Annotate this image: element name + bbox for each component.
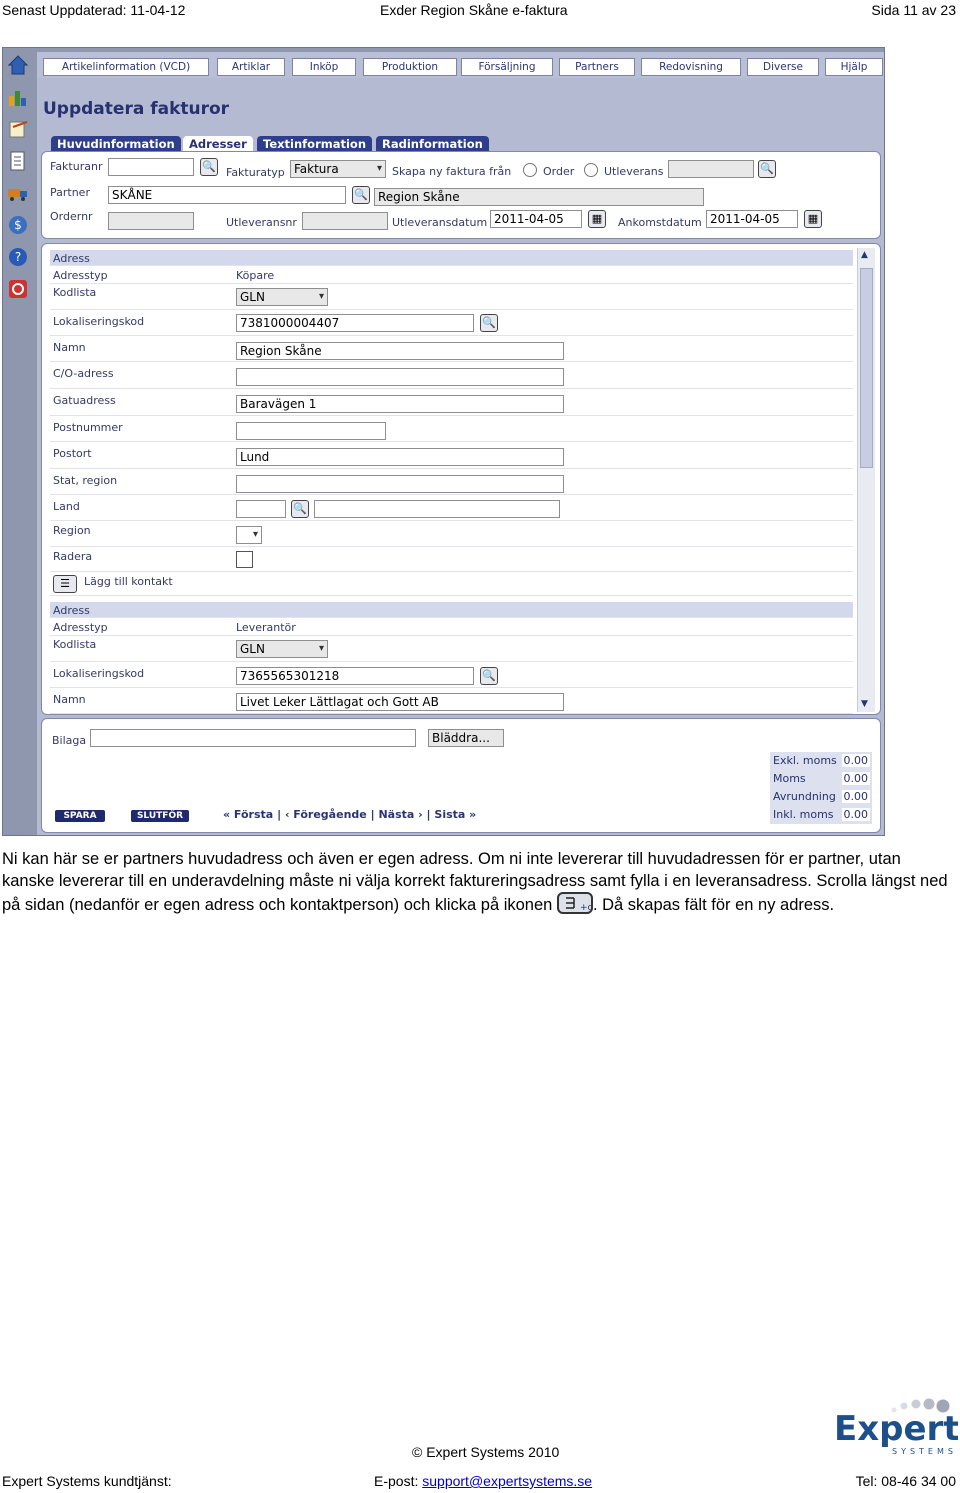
main-menu xyxy=(37,52,885,78)
footer-phone: Tel: 08-46 34 00 xyxy=(855,1473,956,1489)
namn-field[interactable]: Region Skåne xyxy=(236,342,564,360)
order-label: Order xyxy=(543,165,575,178)
namn-row: Namn Region Skåne xyxy=(50,336,853,362)
page-header-title: Exder Region Skåne e-faktura xyxy=(380,2,568,18)
pager-last[interactable]: Sista » xyxy=(434,808,477,821)
fakturatyp-label: Fakturatyp xyxy=(226,166,285,179)
gatuadress-row: Gatuadress Baravägen 1 xyxy=(50,389,853,416)
fakturanr-label: Fakturanr xyxy=(50,160,103,173)
menu-diverse[interactable]: Diverse xyxy=(747,58,819,76)
totals-box xyxy=(770,752,872,824)
scroll-down-icon[interactable]: ▼ xyxy=(861,699,868,709)
bilaga-label: Bilaga xyxy=(52,734,87,747)
power-icon[interactable] xyxy=(7,278,29,300)
search-icon[interactable]: 🔍 xyxy=(480,667,498,685)
tab-adresser[interactable]: Adresser xyxy=(183,136,253,152)
adresstyp-row: Adresstyp Köpare xyxy=(50,266,853,284)
lokaliseringskod-row: Lokaliseringskod 7365565301218 🔍 xyxy=(50,662,853,688)
logo-sub: SYSTEMS xyxy=(892,1447,957,1456)
partner-field[interactable]: SKÅNE xyxy=(108,186,346,204)
instruction-paragraph: Ni kan här se er partners huvudadress och även er egen adress. Om ni inte levererar till huvudadressen för er partner, utan kanske levererar till en underavdelning måste ni välja korrekt faktureringsadress samt fylla i en leveransadress. Scrolla längst ned på sidan (nedanför er egen adress och kontaktperson) och klicka på ikonen +c . Då skapas fält för en ny adress. xyxy=(2,850,948,914)
partner-name-field: Region Skåne xyxy=(374,188,704,206)
postort-row: Postort Lund xyxy=(50,442,853,469)
order-radio[interactable] xyxy=(523,163,537,177)
total-moms: Moms 0.00 xyxy=(773,772,868,785)
skapa-label: Skapa ny faktura från xyxy=(392,165,512,178)
document-icon[interactable] xyxy=(7,150,29,172)
namn-row: Namn Livet Leker Lättlagat och Gott AB xyxy=(50,688,853,714)
browse-button[interactable]: Bläddra... xyxy=(428,729,504,747)
page-header-page-number: Sida 11 av 23 xyxy=(871,2,956,18)
stat-region-field[interactable] xyxy=(236,475,564,493)
postort-field[interactable]: Lund xyxy=(236,448,564,466)
total-avrundning: Avrundning 0.00 xyxy=(773,790,868,803)
address-section-header: Adress xyxy=(50,602,853,618)
menu-redovisning[interactable]: Redovisning xyxy=(641,58,741,76)
menu-forsaljning[interactable]: Försäljning xyxy=(461,58,553,76)
logo-word: Expert xyxy=(834,1409,958,1449)
page-header-date: Senast Uppdaterad: 11-04-12 xyxy=(2,2,186,18)
menu-produktion[interactable]: Produktion xyxy=(363,58,457,76)
land-name-field xyxy=(314,500,560,518)
adresstyp-value: Leverantör xyxy=(236,621,296,634)
search-icon[interactable]: 🔍 xyxy=(352,186,370,204)
menu-artiklar[interactable]: Artiklar xyxy=(217,58,285,76)
tab-textinformation[interactable]: Textinformation xyxy=(257,136,372,152)
lokaliseringskod-field[interactable]: 7381000004407 xyxy=(236,314,474,332)
home-icon[interactable] xyxy=(7,54,29,76)
address-panel xyxy=(41,243,881,715)
tab-huvudinformation[interactable]: Huvudinformation xyxy=(51,136,181,152)
scroll-thumb[interactable] xyxy=(860,268,873,468)
menu-partners[interactable]: Partners xyxy=(559,58,635,76)
kodlista-row: Kodlista GLN ▾ xyxy=(50,636,853,662)
footer-email: E-post: support@expertsystems.se xyxy=(374,1473,593,1489)
utleveransnr-label: Utleveransnr xyxy=(226,216,297,229)
copyright: © Expert Systems 2010 xyxy=(412,1444,560,1460)
search-icon[interactable]: 🔍 xyxy=(291,500,309,518)
ordernr-label: Ordernr xyxy=(50,210,93,223)
pager-previous[interactable]: ‹ Föregående xyxy=(284,808,367,821)
calendar-icon[interactable]: ▦ xyxy=(804,210,822,228)
save-button[interactable]: SPARA xyxy=(55,810,105,822)
truck-icon[interactable] xyxy=(7,182,29,204)
utleverans-radio[interactable] xyxy=(584,163,598,177)
total-inkl-moms: Inkl. moms 0.00 xyxy=(773,808,868,821)
app-screenshot xyxy=(2,47,885,836)
search-icon[interactable]: 🔍 xyxy=(758,160,776,178)
namn-field[interactable]: Livet Leker Lättlagat och Gott AB xyxy=(236,693,564,711)
gatuadress-field[interactable]: Baravägen 1 xyxy=(236,395,564,413)
left-icon-bar xyxy=(3,48,33,836)
utleveransnr-field[interactable] xyxy=(302,212,388,230)
kodlista-row: Kodlista GLN ▾ xyxy=(50,284,853,310)
pager-next[interactable]: Nästa › xyxy=(378,808,423,821)
calendar-icon[interactable]: ▦ xyxy=(588,210,606,228)
menu-hjalp[interactable]: Hjälp xyxy=(825,58,883,76)
postnummer-field[interactable] xyxy=(236,422,386,440)
svg-text:?: ? xyxy=(14,250,22,264)
utleverans-field[interactable] xyxy=(668,160,754,178)
postnummer-row: Postnummer xyxy=(50,416,853,442)
partner-label: Partner xyxy=(50,186,90,199)
menu-inkop[interactable]: Inköp xyxy=(292,58,356,76)
utleveransdatum-label: Utleveransdatum xyxy=(392,216,488,229)
address-section-header: Adress xyxy=(50,250,853,266)
pagination: « Första | ‹ Föregående | Nästa › | Sista » xyxy=(223,808,477,821)
lokaliseringskod-field[interactable]: 7365565301218 xyxy=(236,667,474,685)
tab-radinformation[interactable]: Radinformation xyxy=(376,136,489,152)
footer-support-label: Expert Systems kundtjänst: xyxy=(2,1473,172,1489)
radera-row: Radera xyxy=(50,547,853,572)
co-adress-field[interactable] xyxy=(236,368,564,386)
svg-text:+c: +c xyxy=(579,903,592,912)
page-title: Uppdatera fakturor xyxy=(43,99,230,119)
dollar-icon[interactable] xyxy=(7,214,29,236)
fakturatyp-select[interactable]: Faktura ▾ xyxy=(290,160,386,178)
search-icon[interactable]: 🔍 xyxy=(200,158,218,176)
search-icon[interactable]: 🔍 xyxy=(480,314,498,332)
fakturanr-field[interactable] xyxy=(108,158,194,176)
menu-artikelinformation[interactable]: Artikelinformation (VCD) xyxy=(43,58,209,76)
adresstyp-row: Adresstyp Leverantör xyxy=(50,618,853,636)
add-contact-label[interactable]: Lägg till kontakt xyxy=(84,575,173,588)
email-link[interactable]: support@expertsystems.se xyxy=(422,1473,593,1489)
add-contact-icon[interactable]: ☰ xyxy=(53,575,77,593)
land-field[interactable] xyxy=(236,500,286,518)
utleverans-label: Utleverans xyxy=(604,165,664,178)
kodlista-select[interactable]: GLN ▾ xyxy=(236,640,328,658)
chart-icon[interactable] xyxy=(7,86,29,108)
adresstyp-value: Köpare xyxy=(236,269,275,282)
ankomstdatum-label: Ankomstdatum xyxy=(618,216,702,229)
help-icon[interactable] xyxy=(7,246,29,268)
co-adress-row: C/O-adress xyxy=(50,362,853,389)
land-row: Land 🔍 xyxy=(50,495,853,521)
ankomstdatum-field[interactable]: 2011-04-05 xyxy=(706,210,798,228)
add-contact-row xyxy=(50,572,853,596)
lokaliseringskod-row: Lokaliseringskod 7381000004407 🔍 xyxy=(50,310,853,336)
expert-systems-logo xyxy=(832,1398,958,1458)
add-contact-icon xyxy=(557,892,593,914)
kodlista-select[interactable]: GLN ▾ xyxy=(236,288,328,306)
region-row: Region ▾ xyxy=(50,521,853,547)
region-select[interactable] xyxy=(236,526,262,544)
bilaga-field[interactable] xyxy=(90,729,416,747)
radera-checkbox[interactable] xyxy=(236,551,253,568)
total-exkl-moms: Exkl. moms 0.00 xyxy=(773,754,868,767)
svg-text:$: $ xyxy=(14,218,22,232)
vertical-scrollbar[interactable] xyxy=(857,248,875,712)
stat-region-row: Stat, region xyxy=(50,469,853,495)
finish-button[interactable]: SLUTFÖR xyxy=(131,810,189,822)
notes-icon[interactable] xyxy=(7,118,29,140)
invoice-header-panel xyxy=(41,151,881,239)
pager-first[interactable]: « Första xyxy=(223,808,274,821)
ordernr-field[interactable] xyxy=(108,212,194,230)
scroll-up-icon[interactable]: ▲ xyxy=(861,250,868,260)
utleveransdatum-field[interactable]: 2011-04-05 xyxy=(490,210,582,228)
